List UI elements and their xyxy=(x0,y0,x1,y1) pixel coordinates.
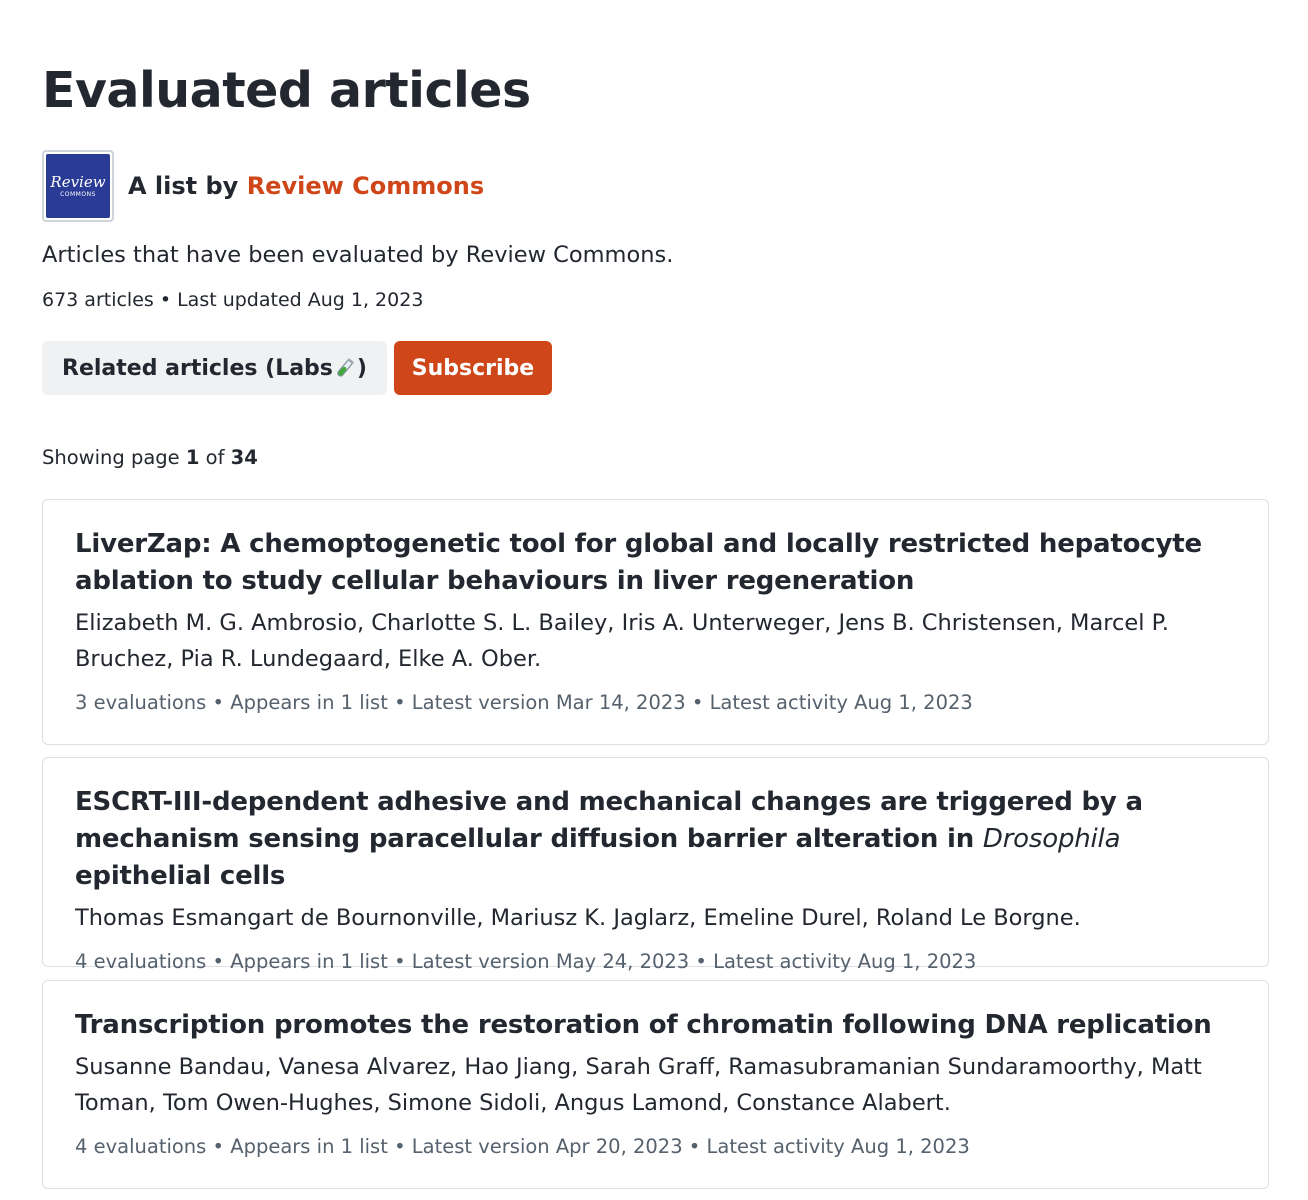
list-meta: 673 articles • Last updated Aug 1, 2023 xyxy=(42,289,424,311)
pagination-prefix: Showing page xyxy=(42,446,180,469)
article-card xyxy=(42,980,1269,1189)
total-pages: 34 xyxy=(230,446,258,469)
pagination-status xyxy=(42,446,258,469)
article-authors: Elizabeth M. G. Ambrosio, Charlotte S. L. Bailey, Iris A. Unterweger, Jens B. Christensen, Marcel P. Bruchez, Pia R. Lundegaard, Elke A. Ober. xyxy=(75,610,1169,672)
article-authors: Thomas Esmangart de Bournonville, Mariusz K. Jaglarz, Emeline Durel, Roland Le Borgne. xyxy=(75,905,1081,931)
owner-line xyxy=(128,172,484,200)
article-title-part: epithelial cells xyxy=(75,861,286,891)
test-tube-icon xyxy=(334,357,356,379)
logo-main-text: Review xyxy=(50,172,106,191)
related-articles-button[interactable] xyxy=(42,341,387,395)
avatar[interactable] xyxy=(42,150,114,222)
list-description: Articles that have been evaluated by Review Commons. xyxy=(42,242,674,268)
article-authors: Susanne Bandau, Vanesa Alvarez, Hao Jiang, Sarah Graff, Ramasubramanian Sundaramoorthy, Matt Toman, Tom Owen-Hughes, Simone Sidoli, Angus Lamond, Constance Alabert. xyxy=(75,1054,1202,1116)
article-title-italic: Drosophila xyxy=(982,824,1121,854)
article-title-link[interactable]: Transcription promotes the restoration of chromatin following DNA replication xyxy=(75,1010,1212,1040)
article-title-part: ESCRT-III-dependent adhesive and mechanical changes are triggered by a mechanism sensing paracellular diffusion barrier alteration in xyxy=(75,787,1143,854)
article-meta: 4 evaluations • Appears in 1 list • Latest version Apr 20, 2023 • Latest activity Aug 1, 2023 xyxy=(75,1135,970,1158)
page-title: Evaluated articles xyxy=(42,62,531,119)
owner-prefix: A list by xyxy=(128,172,239,200)
article-meta: 4 evaluations • Appears in 1 list • Latest version May 24, 2023 • Latest activity Aug 1, 2023 xyxy=(75,950,977,973)
list-actions xyxy=(42,341,552,395)
current-page: 1 xyxy=(185,446,200,469)
related-articles-label: Related articles (Labs xyxy=(62,355,333,381)
article-card xyxy=(42,499,1269,745)
related-articles-suffix: ) xyxy=(356,355,367,381)
pagination-of: of xyxy=(205,446,225,469)
article-card xyxy=(42,757,1269,973)
subscribe-button[interactable]: Subscribe xyxy=(394,341,552,395)
review-commons-logo xyxy=(46,154,110,218)
list-owner xyxy=(42,150,484,222)
logo-sub-text: COMMONS xyxy=(60,190,96,198)
owner-link[interactable]: Review Commons xyxy=(246,172,485,200)
article-meta: 3 evaluations • Appears in 1 list • Latest version Mar 14, 2023 • Latest activity Aug 1, 2023 xyxy=(75,691,973,714)
article-title-link[interactable]: LiverZap: A chemoptogenetic tool for global and locally restricted hepatocyte ablation to study cellular behaviours in liver regeneration xyxy=(75,529,1202,596)
article-title-link[interactable] xyxy=(75,784,1236,895)
